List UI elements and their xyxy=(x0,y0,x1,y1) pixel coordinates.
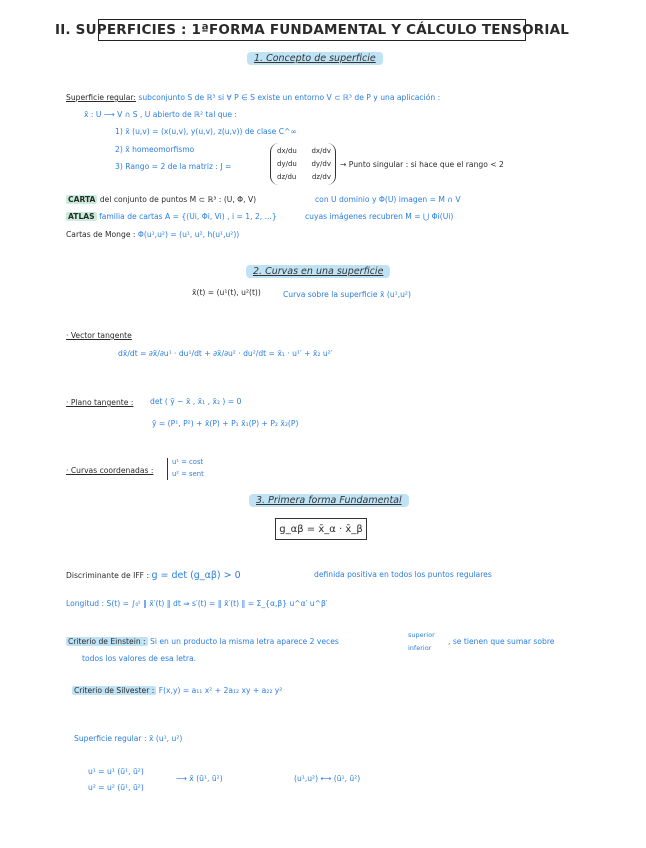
silvester-label: Criterio de Silvester : xyxy=(74,686,155,695)
discriminante-label: Discriminante de IFF : xyxy=(66,571,150,580)
vector-tangente-formula: dx̄/dt = ∂x̄/∂u¹ · du¹/dt + ∂x̄/∂u² · du²/dt = x̄₁ · u¹′ + x̄₂ u²′ xyxy=(118,349,333,358)
monge-label: Cartas de Monge : xyxy=(66,230,136,239)
matrix-cell: dz/dv xyxy=(311,173,331,181)
change-var-result: ⟶ x̄ (ū¹, ū²) xyxy=(176,774,223,783)
coord-1: u¹ = cost xyxy=(172,458,204,466)
atlas-definition-2: cuyas imágenes recubren M = ⋃ Φi(Ui) xyxy=(305,212,454,221)
einstein-description-3: todos los valores de esa letra. xyxy=(82,654,197,663)
page-title: II. SUPERFICIES : 1ªFORMA FUNDAMENTAL Y CÁLCULO TENSORIAL xyxy=(98,19,526,41)
coord-brace xyxy=(167,458,168,480)
monge-definition: Φ(u¹,u²) = (u¹, u², h(u¹,u²)) xyxy=(137,230,240,239)
change-var-2: u² = u² (ū¹, ū²) xyxy=(88,783,144,792)
superficie-regular-definition: subconjunto S de ℝ³ si ∀ P ∈ S existe un entorno V ⊂ ℝ³ de P y una aplicación : xyxy=(138,93,441,102)
longitud-label: Longitud : xyxy=(66,599,105,608)
matrix-cell: dx/du xyxy=(277,147,297,155)
section-2-heading: 2. Curvas en una superficie xyxy=(246,265,390,278)
discriminante-description: definida positiva en todos los puntos regulares xyxy=(314,570,492,579)
condition-3: 3) Rango = 2 de la matriz : J = xyxy=(115,162,232,171)
einstein-description: Si en un producto la misma letra aparece 2 veces xyxy=(150,637,339,646)
superficie-regular-2-label: Superficie regular : xyxy=(74,734,147,743)
atlas-label: ATLAS xyxy=(68,212,95,221)
curvas-coordenadas-label xyxy=(66,466,153,475)
curvas-coordenadas-text: · Curvas coordenadas : xyxy=(66,466,154,475)
matrix-cell: dz/du xyxy=(277,173,297,181)
carta-definition-2: con U dominio y Φ(U) imagen = M ∩ V xyxy=(315,195,461,204)
matrix-cell: dy/du xyxy=(277,160,297,168)
plano-tangente-formula-1: det ( ȳ − x̄ , x̄₁ , x̄₂ ) = 0 xyxy=(150,397,242,406)
einstein-choice xyxy=(408,629,435,655)
silvester-formula: F(x,y) = a₁₁ x² + 2a₁₂ xy + a₂₂ y² xyxy=(158,686,283,695)
einstein-label: Criterio de Einstein : xyxy=(68,637,146,646)
plano-tangente-label: · Plano tangente : xyxy=(66,398,134,407)
matrix-cell: dx/dv xyxy=(311,147,331,155)
curve-description: Curva sobre la superficie x̄ (u¹,u²) xyxy=(283,290,411,299)
atlas-definition: familia de cartas A = {(Ui, Φi, Vi) , i = 1, 2, ...} xyxy=(99,212,277,221)
jacobian-matrix xyxy=(270,143,336,185)
section-1-heading: 1. Concepto de superficie xyxy=(247,52,383,65)
superficie-regular-2-formula: x̄ (u¹, u²) xyxy=(148,734,183,743)
longitud-formula: S(t) = ∫₀ᵗ ‖ x̄′(t) ‖ dt ⇒ s′(t) = ‖ x̄′(t) ‖ = Σ_{α,β} u^α′ u^β′ xyxy=(106,599,328,608)
coord-2: u² = sent xyxy=(172,470,204,478)
discriminante-formula: g = det (g_αβ) > 0 xyxy=(151,570,241,581)
carta-label: CARTA xyxy=(68,195,96,204)
einstein-description-2: , se tienen que sumar sobre xyxy=(448,637,555,646)
condition-2: 2) x̄ homeomorfismo xyxy=(115,145,195,154)
section-3-heading: 3. Primera forma Fundamental xyxy=(249,494,409,507)
vector-tangente-label: · Vector tangente xyxy=(66,331,132,340)
punto-singular: → Punto singular : si hace que el rango < 2 xyxy=(340,160,504,169)
condition-1: 1) x̄ (u,v) = (x(u,v), y(u,v), z(u,v)) de clase C^∞ xyxy=(115,127,297,136)
fundamental-form-box: g_αβ = x̄_α · x̄_β xyxy=(275,518,367,540)
curve-formula: x̄(t) = (u¹(t), u²(t)) xyxy=(192,288,261,297)
superficie-regular-label: Superficie regular: xyxy=(66,93,136,102)
plano-tangente-formula-2: ȳ = (P¹, P²) + x̄(P) + P₁ x̄₁(P) + P₂ x̄₂(P) xyxy=(152,419,299,428)
mapping-line: x̄ : U ⟶ V ∩ S , U abierto de ℝ² tal que : xyxy=(84,110,237,119)
change-var-1: u¹ = u¹ (ū¹, ū²) xyxy=(88,767,144,776)
change-var-pair: (u¹,u²) ⟷ (ū¹, ū²) xyxy=(294,774,361,783)
matrix-cell: dy/dv xyxy=(311,160,331,168)
einstein-inferior: inferior xyxy=(408,644,432,652)
carta-definition: del conjunto de puntos M ⊂ ℝ³ : (U, Φ, V) xyxy=(99,195,257,204)
einstein-superior: superior xyxy=(408,631,435,639)
